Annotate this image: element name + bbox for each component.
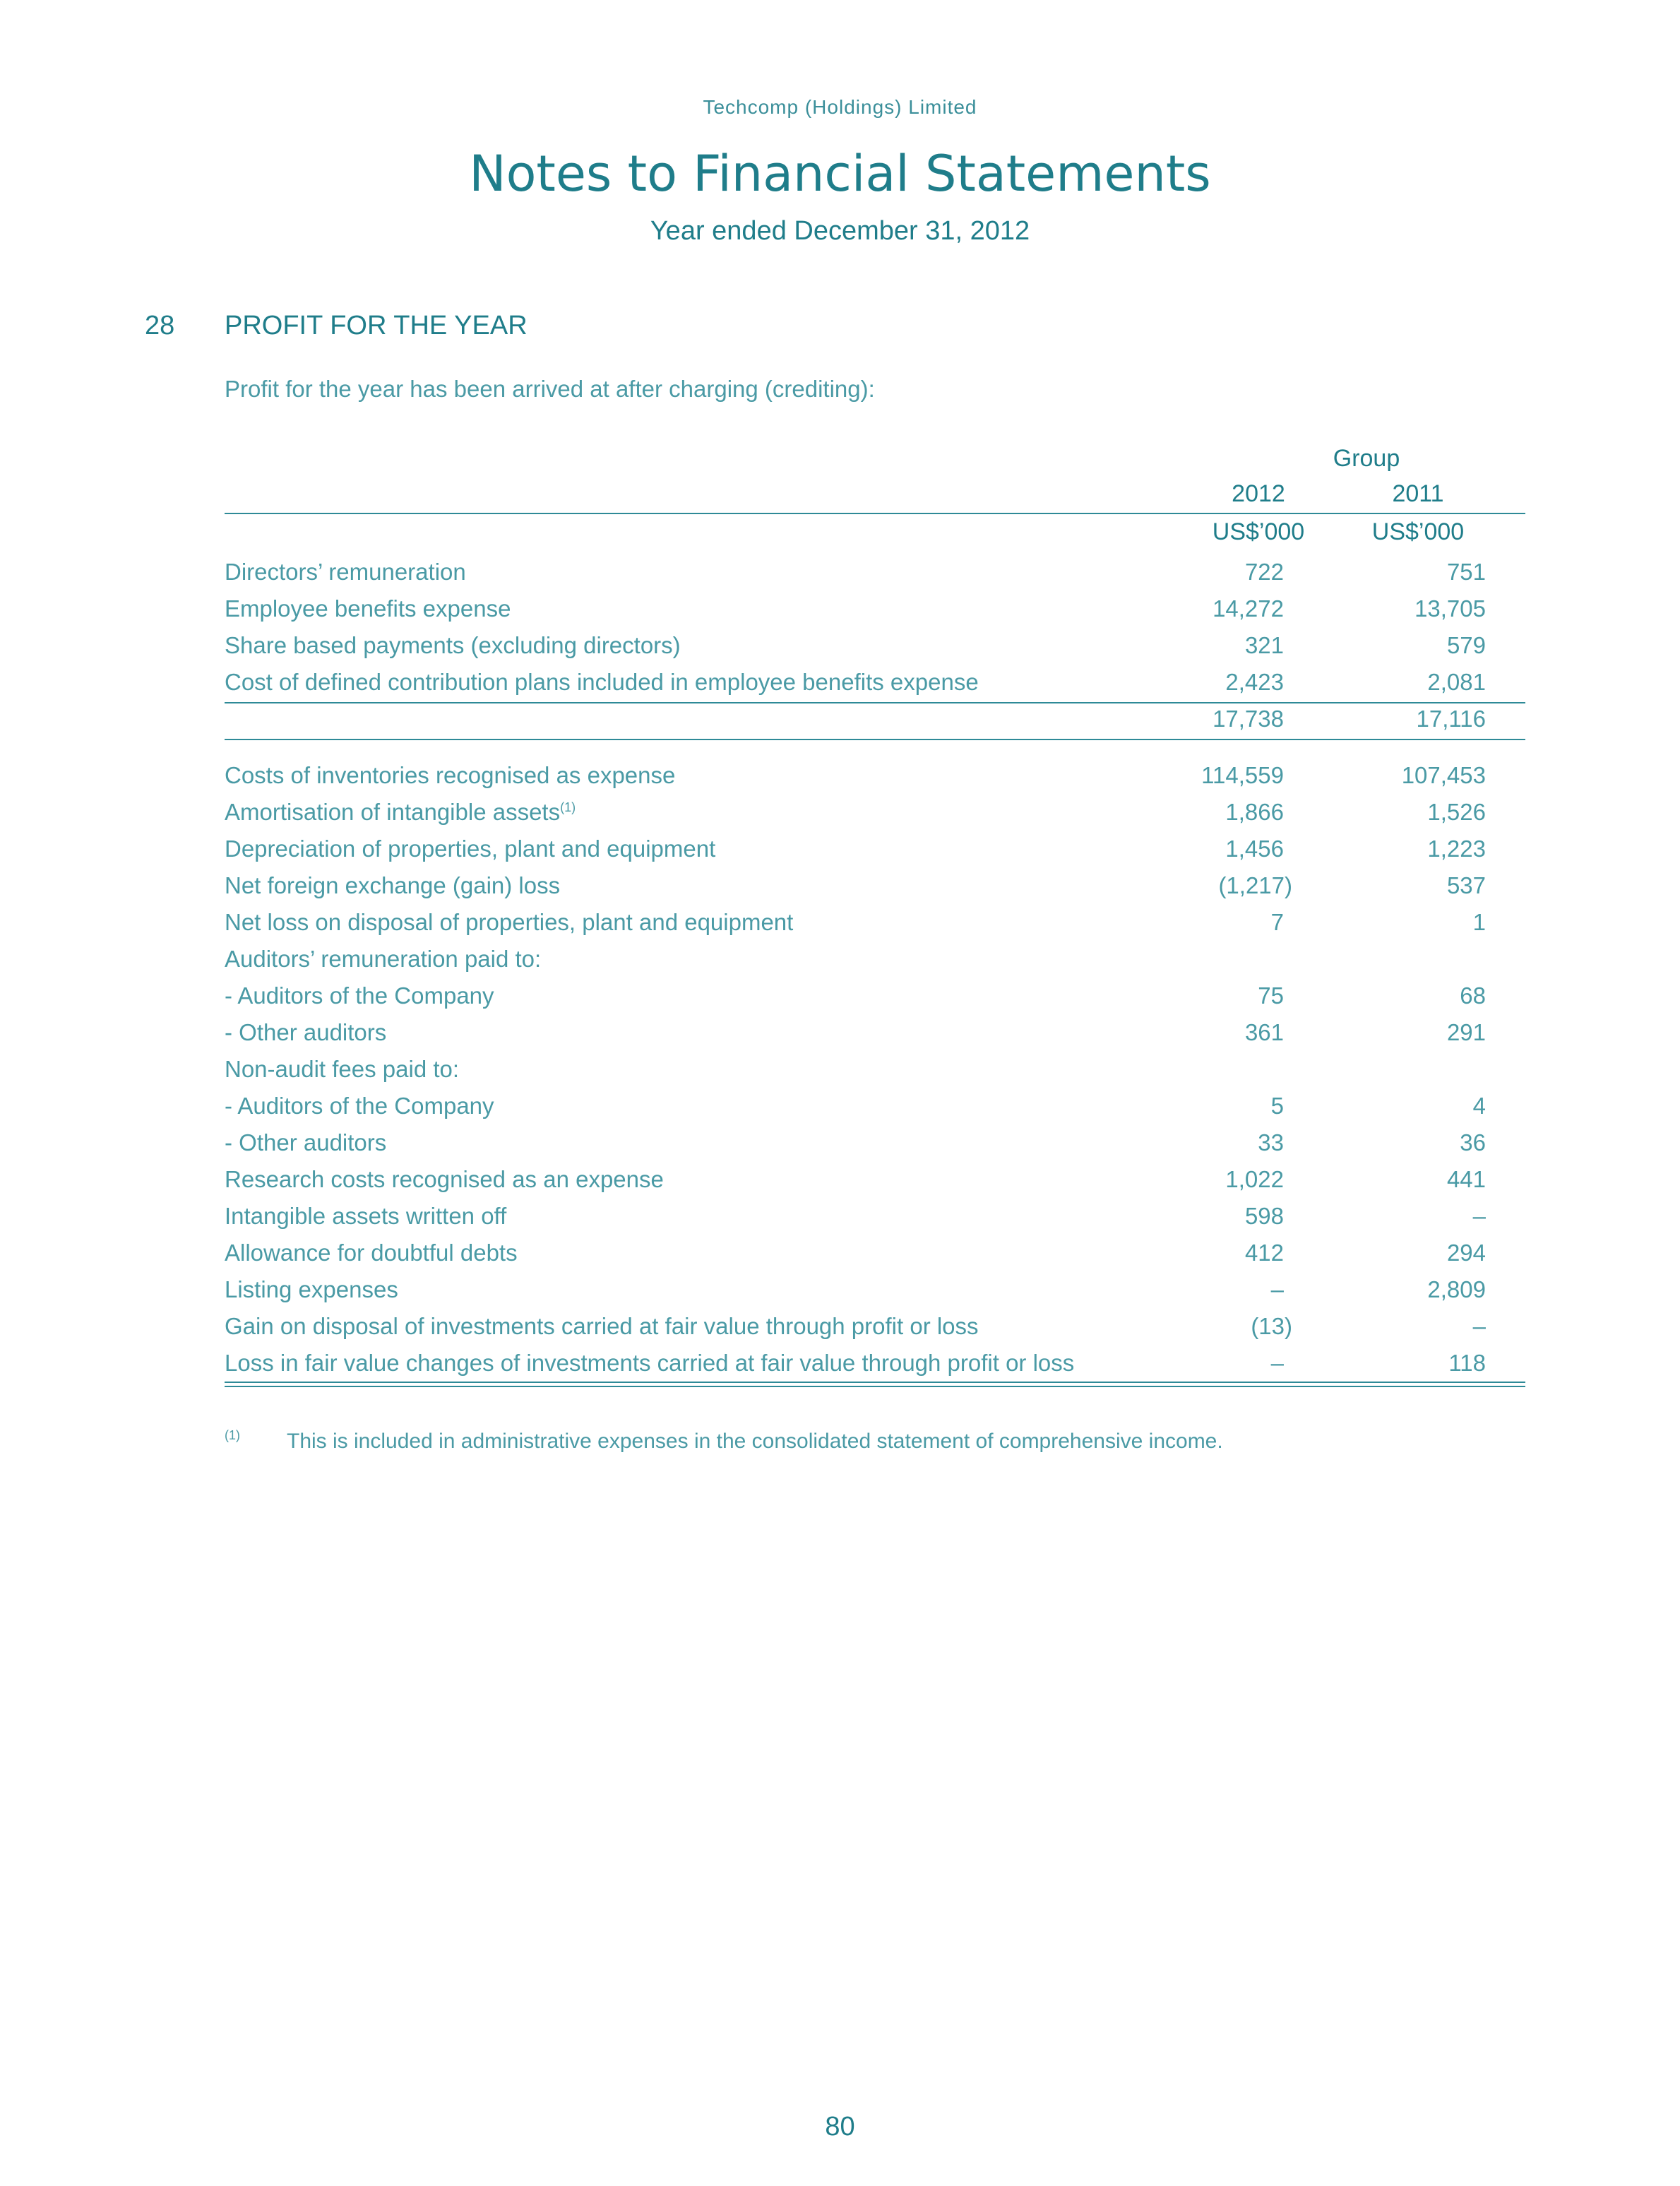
value-2011: 537 — [1446, 872, 1486, 898]
row-label: - Other auditors — [225, 1129, 387, 1156]
page-number: 80 — [825, 2112, 855, 2142]
row-label: Cost of defined contribution plans included in employee benefits expense — [225, 669, 979, 695]
row-label: Net loss on disposal of properties, plant and equipment — [225, 909, 794, 935]
table-row — [225, 793, 1525, 830]
footnote-text: This is included in administrative expenses in the consolidated statement of comprehensive income. — [287, 1430, 1223, 1453]
row-label: Costs of inventories recognised as expense — [225, 762, 676, 788]
row-label: Allowance for doubtful debts — [225, 1240, 518, 1266]
group-column-label: Group — [1333, 445, 1400, 472]
table-row — [225, 830, 1525, 867]
row-label: Non-audit fees paid to: — [225, 1056, 460, 1082]
note-intro: Profit for the year has been arrived at after charging (crediting): — [225, 376, 875, 402]
table-row — [225, 1271, 1525, 1307]
value-2012: 1,866 — [1225, 799, 1284, 825]
value-2012: 412 — [1244, 1240, 1284, 1266]
value-2012: 598 — [1244, 1203, 1284, 1229]
footnote-reference: (1) — [560, 800, 576, 814]
row-label: Research costs recognised as an expense — [225, 1166, 664, 1192]
value-2011: 4 — [1472, 1093, 1486, 1119]
note-number: 28 — [145, 311, 175, 340]
table-row — [225, 1160, 1525, 1197]
row-label — [225, 799, 576, 826]
company-name: Techcomp (Holdings) Limited — [703, 96, 977, 118]
value-2011: – — [1472, 1203, 1486, 1229]
table-row — [225, 903, 1525, 940]
value-2012: 5 — [1270, 1093, 1284, 1119]
total-double-rule-lower — [225, 1386, 1525, 1387]
table-row — [225, 977, 1525, 1014]
row-label: Listing expenses — [225, 1276, 398, 1302]
value-2012: – — [1270, 1276, 1284, 1302]
value-2012: 75 — [1258, 982, 1284, 1009]
row-label-text: Amortisation of intangible assets — [225, 799, 561, 825]
header-divider — [225, 513, 1525, 514]
value-2011: 1 — [1472, 909, 1486, 935]
table-row — [225, 1124, 1525, 1160]
row-label: - Other auditors — [225, 1019, 387, 1045]
value-2011: 107,453 — [1401, 762, 1486, 788]
table-row — [225, 1307, 1525, 1344]
value-2012: 1,022 — [1225, 1166, 1284, 1192]
row-label: Net foreign exchange (gain) loss — [225, 872, 561, 898]
table-row — [225, 940, 1525, 977]
row-label: Auditors’ remuneration paid to: — [225, 946, 542, 972]
value-2011: 118 — [1448, 1350, 1486, 1376]
value-2012: 33 — [1258, 1129, 1284, 1156]
value-2011: 291 — [1446, 1019, 1486, 1045]
table-row — [225, 867, 1525, 903]
row-label: - Auditors of the Company — [225, 982, 494, 1009]
row-label: Intangible assets written off — [225, 1203, 507, 1229]
note-heading: PROFIT FOR THE YEAR — [225, 311, 528, 340]
year-header-2012: 2012 — [1232, 480, 1285, 507]
footnote-marker: (1) — [225, 1428, 240, 1442]
table-row — [225, 590, 1525, 626]
value-2011: 579 — [1446, 632, 1486, 658]
row-label: Share based payments (excluding directors) — [225, 632, 681, 658]
table-row — [225, 1014, 1525, 1050]
page-title: Notes to Financial Statements — [469, 145, 1211, 203]
value-2011: – — [1472, 1313, 1486, 1339]
value-2012: 361 — [1244, 1019, 1284, 1045]
value-2012: 722 — [1244, 559, 1284, 585]
unit-header-2011: US$’000 — [1371, 518, 1465, 545]
row-label: Gain on disposal of investments carried at fair value through profit or loss — [225, 1313, 979, 1339]
value-2012: (1,217) — [1218, 872, 1292, 898]
value-2011: 1,526 — [1427, 799, 1486, 825]
table-row — [225, 663, 1525, 700]
row-label: Loss in fair value changes of investments carried at fair value through profit or loss — [225, 1350, 1075, 1376]
value-2012: 321 — [1244, 632, 1284, 658]
value-2011: 751 — [1446, 559, 1486, 585]
unit-header-2012: US$’000 — [1212, 518, 1305, 545]
table-row — [225, 626, 1525, 663]
table-row — [225, 756, 1525, 793]
value-2011: 441 — [1446, 1166, 1486, 1192]
value-2012: – — [1270, 1350, 1284, 1376]
value-2011: 13,705 — [1414, 595, 1486, 622]
value-2012: 17,738 — [1213, 706, 1284, 732]
table-row — [225, 1234, 1525, 1271]
table-row — [225, 1197, 1525, 1234]
row-label: Employee benefits expense — [225, 595, 511, 622]
table-row — [225, 1344, 1525, 1381]
total-double-rule-upper — [225, 1382, 1525, 1383]
value-2011: 2,081 — [1427, 669, 1486, 695]
value-2011: 17,116 — [1416, 706, 1486, 732]
page-subtitle: Year ended December 31, 2012 — [650, 216, 1030, 246]
year-header-2011: 2011 — [1392, 480, 1444, 507]
value-2012: 1,456 — [1225, 836, 1284, 862]
value-2012: 14,272 — [1213, 595, 1284, 622]
value-2011: 294 — [1446, 1240, 1486, 1266]
row-label: - Auditors of the Company — [225, 1093, 494, 1119]
value-2011: 36 — [1460, 1129, 1486, 1156]
row-label: Depreciation of properties, plant and equipment — [225, 836, 716, 862]
value-2012: 114,559 — [1201, 762, 1284, 788]
subtotal-row — [225, 700, 1525, 737]
table-row — [225, 1087, 1525, 1124]
value-2011: 68 — [1460, 982, 1486, 1009]
value-2012: 2,423 — [1225, 669, 1284, 695]
table-row — [225, 553, 1525, 590]
table-row — [225, 1050, 1525, 1087]
value-2012: (13) — [1251, 1313, 1292, 1339]
subtotal-rule-bottom — [225, 739, 1525, 740]
value-2012: 7 — [1270, 909, 1284, 935]
value-2011: 1,223 — [1427, 836, 1486, 862]
value-2011: 2,809 — [1427, 1276, 1486, 1302]
row-label: Directors’ remuneration — [225, 559, 466, 585]
